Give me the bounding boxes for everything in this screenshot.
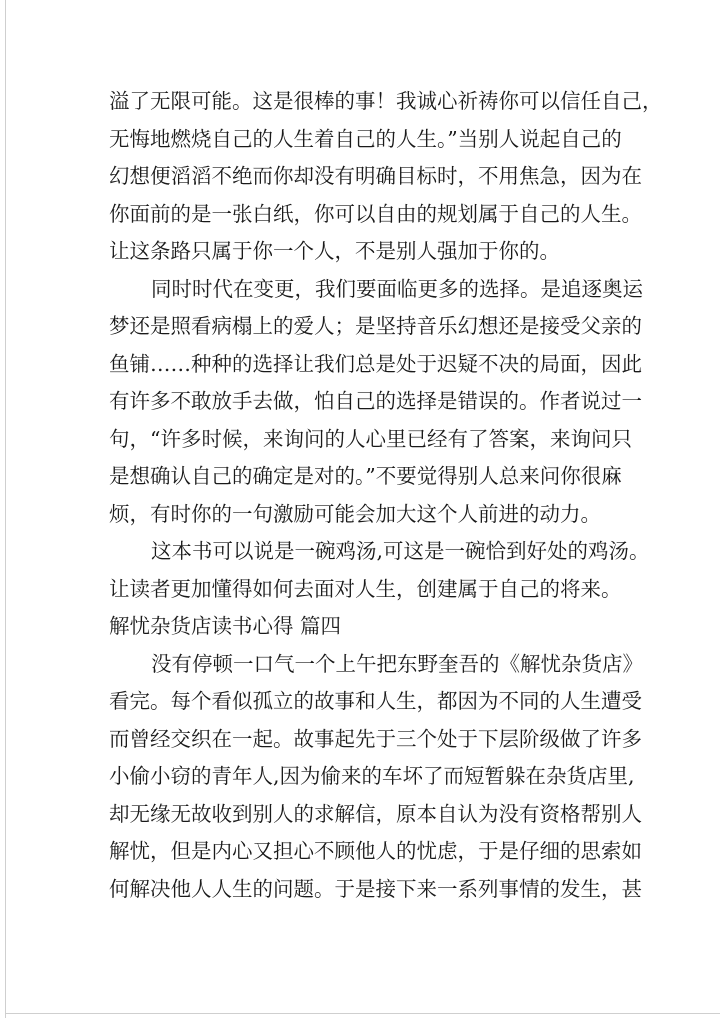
text-line: 句，“许多时候，来询问的人心里已经有了答案，来询问只 bbox=[109, 426, 632, 451]
text-line: 却无缘无故收到别人的求解信，原本自认为没有资格帮别人 bbox=[109, 801, 642, 826]
text-line: 让读者更加懂得如何去面对人生，创建属于自己的将来。 bbox=[109, 576, 622, 601]
page-left-border bbox=[5, 0, 6, 1018]
text-line: 小偷小窃的青年人,因为偷来的车坏了而短暂躲在杂货店里, bbox=[109, 764, 635, 788]
paragraph-first-line: 同时时代在变更，我们要面临更多的选择。是追逐奥运 bbox=[151, 276, 643, 301]
paragraph-first-line: 这本书可以说是一碗鸡汤,可这是一碗恰到好处的鸡汤。 bbox=[151, 539, 650, 563]
text-line: 看完。每个看似孤立的故事和人生，都因为不同的人生遭受 bbox=[109, 689, 642, 713]
text-line: 鱼铺……种种的选择让我们总是处于迟疑不决的局面，因此 bbox=[109, 351, 642, 376]
text-line: 让这条路只属于你一个人，不是别人强加于你的。 bbox=[109, 239, 560, 263]
paragraph-first-line: 没有停顿一口气一个上午把东野奎吾的《解忧杂货店》 bbox=[151, 651, 643, 676]
document-body bbox=[109, 83, 663, 908]
section-heading: 解忧杂货店读书心得 篇四 bbox=[109, 614, 342, 638]
text-line: 溢了无限可能。这是很棒的事！我诚心祈祷你可以信任自己， bbox=[109, 89, 663, 113]
text-line: 而曾经交织在一起。故事起先于三个处于下层阶级做了许多 bbox=[109, 726, 642, 751]
text-line: 梦还是照看病榻上的爱人；是坚持音乐幻想还是接受父亲的 bbox=[109, 314, 642, 338]
text-line: 何解决他人人生的问题。于是接下来一系列事情的发生，甚 bbox=[109, 876, 642, 901]
text-line: 幻想便滔滔不绝而你却没有明确目标时，不用焦急，因为在 bbox=[109, 164, 642, 188]
text-line: 烦，有时你的一句激励可能会加大这个人前进的动力。 bbox=[109, 501, 601, 526]
text-line: 你面前的是一张白纸，你可以自由的规划属于自己的人生。 bbox=[109, 201, 642, 226]
page-bottom-border bbox=[5, 1013, 720, 1014]
text-line: 有许多不敢放手去做，怕自己的选择是错误的。作者说过一 bbox=[109, 389, 642, 413]
text-line: 无悔地燃烧自己的人生着自己的人生。”当别人说起自己的 bbox=[109, 126, 622, 151]
text-line: 是想确认自己的确定是对的。”不要觉得别人总来问你很麻 bbox=[109, 464, 622, 488]
text-line: 解忧，但是内心又担心不顾他人的忧虑，于是仔细的思索如 bbox=[109, 839, 642, 863]
